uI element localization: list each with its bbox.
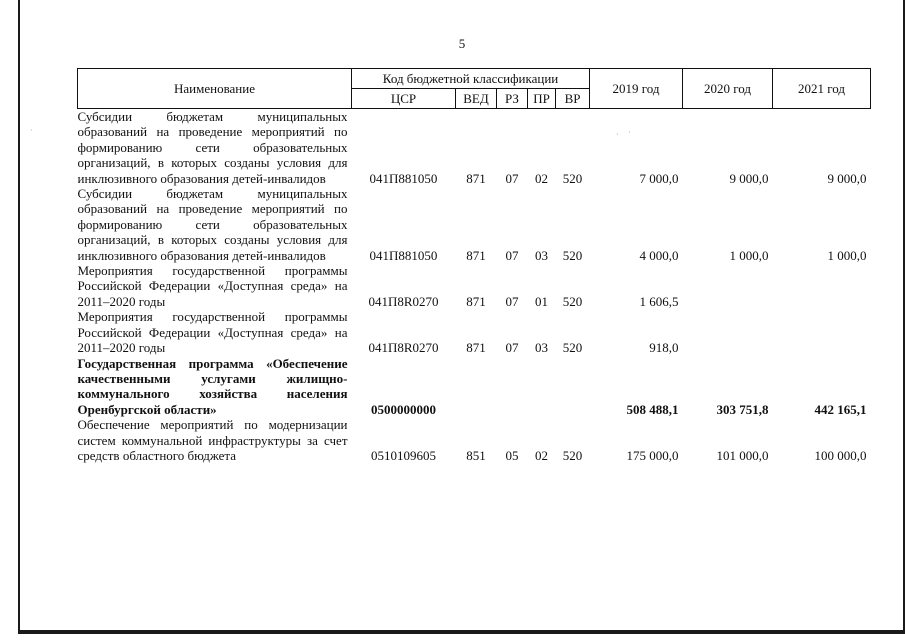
row-2021: 442 165,1: [814, 401, 867, 417]
table-row: [78, 186, 871, 263]
row-name: Субсидии бюджетам муниципальных образований на проведение мероприятий по формированию сети образовательных организаций, в которых созданы условия для инклюзивного образования детей-инвалидов: [77, 186, 348, 263]
header-2019: 2019 год: [590, 69, 683, 109]
scan-speck: ·: [616, 130, 619, 139]
row-2019: 7 000,0: [639, 170, 679, 186]
row-2020: [683, 263, 773, 309]
row-rz: 07: [505, 340, 519, 356]
scan-border-left: [18, 0, 20, 632]
table-body: [78, 109, 871, 464]
row-ved: 851: [466, 447, 486, 463]
scan-border-bottom: [18, 630, 905, 634]
row-vr: [556, 356, 590, 418]
row-2021: [773, 263, 871, 309]
table-row: [78, 417, 871, 463]
row-2020: 1 000,0: [729, 247, 769, 263]
row-ved: 871: [466, 170, 486, 186]
row-name: Государственная программа «Обеспечение качественными услугами жилищно-коммунального хозяйства населения Оренбургской области»: [77, 355, 348, 417]
row-vr: 520: [562, 247, 583, 263]
row-2019: 175 000,0: [626, 447, 679, 463]
row-2020: [683, 309, 773, 355]
page-number: 5: [458, 36, 466, 51]
row-ved: 871: [466, 340, 486, 356]
row-ved: [456, 356, 497, 418]
row-2020: 101 000,0: [716, 447, 769, 463]
budget-table: [77, 68, 871, 463]
row-2019: 508 488,1: [626, 401, 679, 417]
row-csr: 041П8R0270: [368, 340, 439, 356]
row-2021: [773, 309, 871, 355]
row-2019: 4 000,0: [639, 247, 679, 263]
row-csr: 0500000000: [371, 401, 436, 417]
header-pr: ПР: [528, 89, 556, 109]
table-row: [78, 109, 871, 187]
row-2019: 918,0: [649, 340, 679, 356]
row-vr: 520: [562, 293, 583, 309]
header-name: Наименование: [78, 69, 352, 109]
row-name: Субсидии бюджетам муниципальных образований на проведение мероприятий по формированию сети образовательных организаций, в которых созданы условия для инклюзивного образования детей-инвалидов: [77, 109, 348, 186]
table-row: [78, 309, 871, 355]
row-ved: 871: [466, 247, 486, 263]
row-csr: 0510109605: [371, 447, 436, 463]
row-pr: [528, 356, 556, 418]
row-2021: 9 000,0: [827, 170, 867, 186]
row-pr: 02: [535, 170, 548, 186]
row-pr: 03: [535, 247, 548, 263]
row-name: Мероприятия государственной программы Российской Федерации «Доступная среда» на 2011–2020 годы: [77, 263, 348, 309]
row-csr: 041П8R0270: [368, 293, 439, 309]
row-2021: 100 000,0: [814, 447, 867, 463]
row-vr: 520: [562, 447, 583, 463]
row-pr: 01: [535, 293, 548, 309]
header-csr: ЦСР: [352, 89, 456, 109]
row-rz: 07: [505, 293, 519, 309]
header-rz: РЗ: [497, 89, 528, 109]
row-rz: 07: [505, 247, 519, 263]
header-ved: ВЕД: [456, 89, 497, 109]
header-2021: 2021 год: [773, 69, 871, 109]
row-csr: 041П881050: [369, 170, 438, 186]
table-row: [78, 263, 871, 309]
row-2020: 9 000,0: [729, 170, 769, 186]
row-2021: 1 000,0: [827, 247, 867, 263]
header-vr: ВР: [556, 89, 590, 109]
row-rz: 07: [505, 170, 519, 186]
row-pr: 02: [535, 447, 548, 463]
row-csr: 041П881050: [369, 247, 438, 263]
row-name: Мероприятия государственной программы Российской Федерации «Доступная среда» на 2011–2020 годы: [77, 309, 348, 356]
row-pr: 03: [535, 340, 548, 356]
scan-speck: ·: [628, 128, 631, 137]
row-2019: 1 606,5: [639, 293, 679, 309]
header-2020: 2020 год: [683, 69, 773, 109]
row-rz: [497, 356, 528, 418]
table-header: [78, 69, 871, 109]
row-rz: 05: [505, 447, 519, 463]
header-code-group: Код бюджетной классификации: [352, 69, 590, 89]
table-row-program: [78, 356, 871, 418]
row-vr: 520: [562, 170, 583, 186]
row-name: Обеспечение мероприятий по модернизации систем коммунальной инфраструктуры за счет средств областного бюджета: [77, 417, 348, 463]
row-vr: 520: [562, 340, 583, 356]
row-ved: 871: [466, 293, 486, 309]
scan-speck: ·: [30, 126, 33, 135]
row-2020: 303 751,8: [716, 401, 769, 417]
